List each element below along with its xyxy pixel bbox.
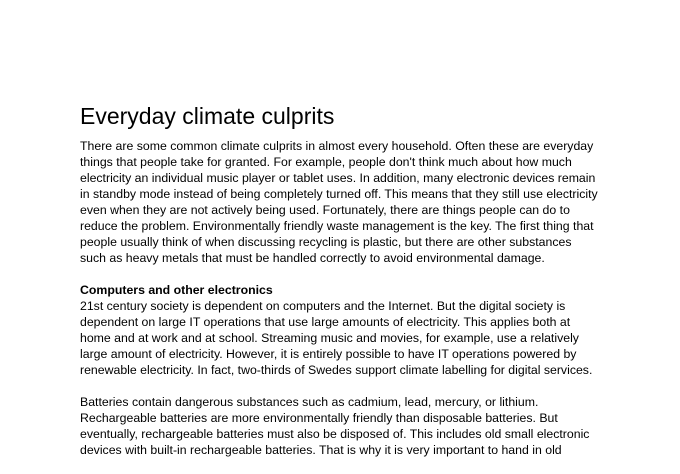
section-computers — [80, 282, 600, 378]
intro-paragraph: There are some common climate culprits in almost every household. Often these are everyday things that people take for granted. For example, people don't think much about how much electricity an individual music player or tablet uses. In addition, many electronic devices remain in standby mode instead of being completely turned off. This means that they still use electricity even when they are not actively being used. Fortunately, there are things people can do to reduce the problem. Environmentally friendly waste management is the key. The first thing that people usually think of when discussing recycling is plastic, but there are other substances such as heavy metals that must be handled correctly to avoid environmental damage. — [80, 139, 598, 265]
section-body-paragraph: 21st century society is dependent on computers and the Internet. But the digital society is dependent on large IT operations that use large amounts of electricity. This applies both at home and at work and at school. Streaming music and movies, for example, use a relatively large amount of electricity. However, it is entirely possible to have IT operations powered by renewable electricity. In fact, two-thirds of Swedes support climate labelling for digital services. — [80, 299, 593, 377]
document-title: Everyday climate culprits — [80, 103, 335, 129]
batteries-paragraph: Batteries contain dangerous substances such as cadmium, lead, mercury, or lithium. Rechargeable batteries are more environmentally friendly than disposable batteries. But eventually, rechargeable batteries must also be disposed of. This includes old small electronic devices with built-in rechargeable batteries. That is why it is very important to hand in old — [80, 395, 590, 457]
document-page — [80, 104, 600, 474]
section-heading: Computers and other electronics — [80, 283, 273, 297]
